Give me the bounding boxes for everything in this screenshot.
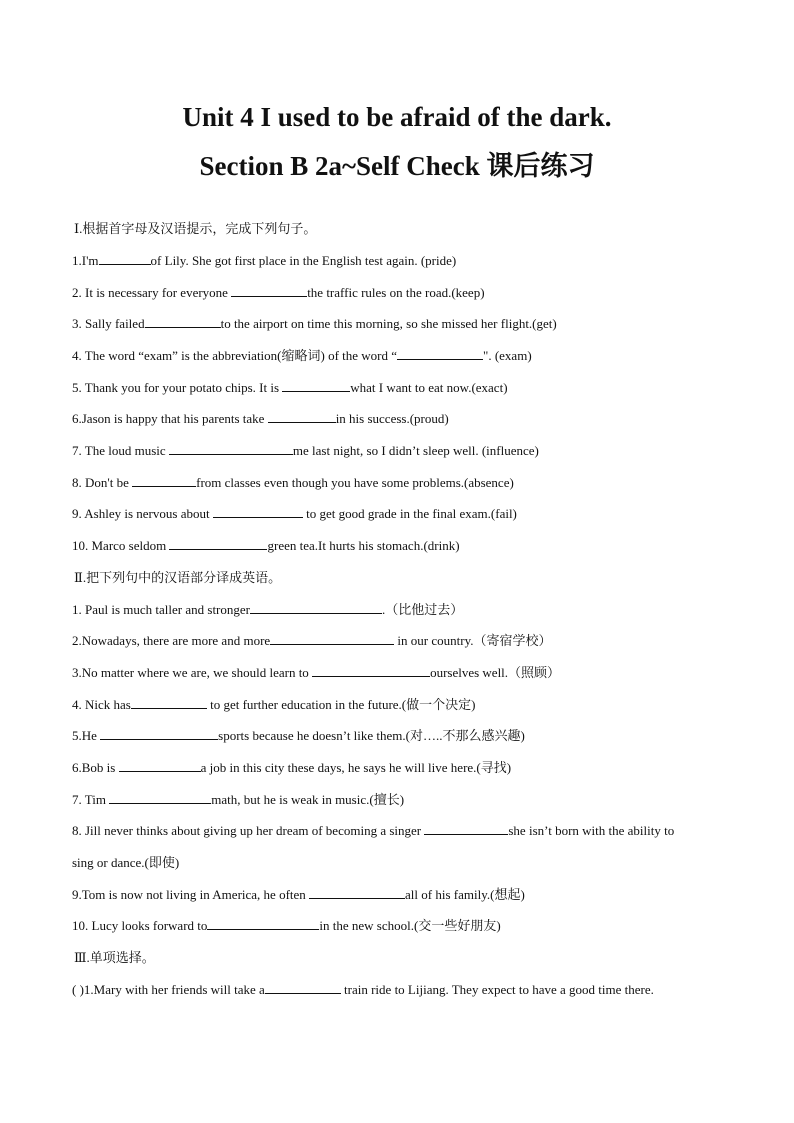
s1-item-6-post: in his success.(proud) bbox=[335, 411, 449, 426]
s2-item-6 bbox=[72, 760, 511, 776]
section2-heading: Ⅱ.把下列句中的汉语部分译成英语。 bbox=[74, 570, 282, 585]
s1-item-10-pre: 10. Marco seldom bbox=[72, 538, 170, 553]
answer-blank[interactable] bbox=[207, 918, 319, 930]
answer-blank[interactable] bbox=[231, 285, 307, 297]
answer-blank[interactable] bbox=[213, 506, 303, 518]
s1-item-9 bbox=[72, 506, 517, 522]
s1-item-8 bbox=[72, 475, 514, 491]
s1-item-1-pre: 1.I'm bbox=[72, 253, 99, 268]
s2-item-8-post: she isn’t born with the ability to bbox=[508, 823, 675, 838]
answer-blank[interactable] bbox=[100, 728, 218, 740]
s1-item-10-post: green tea.It hurts his stomach.(drink) bbox=[267, 538, 460, 553]
page-subtitle: Section B 2a~Self Check 课后练习 bbox=[199, 151, 595, 181]
s1-item-3-pre: 3. Sally failed bbox=[72, 316, 145, 331]
s1-item-6 bbox=[72, 411, 449, 427]
page-title: Unit 4 I used to be afraid of the dark. bbox=[182, 102, 612, 132]
answer-blank[interactable] bbox=[282, 380, 350, 392]
s2-item-5-post: sports because he doesn’t like them.(对…..不那么感兴趣) bbox=[218, 728, 525, 743]
s2-item-4-pre: 4. Nick has bbox=[72, 697, 131, 712]
s2-item-8-pre: 8. Jill never thinks about giving up her dream of becoming a singer bbox=[72, 823, 425, 838]
s1-item-9-pre: 9. Ashley is nervous about bbox=[72, 506, 213, 521]
s2-item-10-post: in the new school.(交一些好朋友) bbox=[319, 918, 501, 933]
answer-blank[interactable] bbox=[145, 316, 221, 328]
s2-item-1-post: .（比他过去） bbox=[382, 602, 464, 617]
s2-item-3-post: ourselves well.（照顾） bbox=[430, 665, 561, 680]
s1-item-2-post: the traffic rules on the road.(keep) bbox=[307, 285, 485, 300]
s1-item-3 bbox=[72, 316, 557, 332]
s2-item-8-continued bbox=[72, 855, 179, 871]
s2-item-7-post: math, but he is weak in music.(擅长) bbox=[211, 792, 405, 807]
s3-item-1-post: train ride to Lijiang. They expect to have a good time there. bbox=[340, 982, 654, 997]
s2-item-8-cont-text: sing or dance.(即使) bbox=[72, 855, 180, 870]
s1-item-7-post: me last night, so I didn’t sleep well. (influence) bbox=[292, 443, 539, 458]
s2-item-2 bbox=[72, 633, 551, 649]
s2-item-1-pre: 1. Paul is much taller and stronger bbox=[72, 602, 250, 617]
s2-item-4 bbox=[72, 697, 475, 713]
s1-item-6-pre: 6.Jason is happy that his parents take bbox=[72, 411, 268, 426]
answer-blank[interactable] bbox=[312, 665, 430, 677]
s2-item-9-pre: 9.Tom is now not living in America, he often bbox=[72, 887, 310, 902]
s2-item-7-pre: 7. Tim bbox=[72, 792, 110, 807]
s2-item-4-post: to get further education in the future.(做一个决定) bbox=[206, 697, 476, 712]
answer-blank[interactable] bbox=[268, 411, 336, 423]
s2-item-5-pre: 5.He bbox=[72, 728, 101, 743]
s2-item-10-pre: 10. Lucy looks forward to bbox=[72, 918, 208, 933]
s1-item-5-pre: 5. Thank you for your potato chips. It is bbox=[72, 380, 283, 395]
s3-item-1-pre: ( )1.Mary with her friends will take a bbox=[72, 982, 265, 997]
s1-item-2-pre: 2. It is necessary for everyone bbox=[72, 285, 232, 300]
answer-blank[interactable] bbox=[109, 792, 211, 804]
s2-item-6-post: a job in this city these days, he says he will live here.(寻找) bbox=[200, 760, 512, 775]
s2-item-6-pre: 6.Bob is bbox=[72, 760, 119, 775]
s1-item-10 bbox=[72, 538, 460, 554]
s1-item-8-post: from classes even though you have some problems.(absence) bbox=[196, 475, 514, 490]
s1-item-7-pre: 7. The loud music bbox=[72, 443, 169, 458]
s1-item-4-post: ". (exam) bbox=[483, 348, 532, 363]
answer-blank[interactable] bbox=[397, 348, 483, 360]
answer-blank[interactable] bbox=[250, 602, 382, 614]
s3-item-1 bbox=[72, 982, 654, 998]
answer-blank[interactable] bbox=[119, 760, 201, 772]
section3-heading: Ⅲ.单项选择。 bbox=[74, 950, 155, 965]
answer-blank[interactable] bbox=[132, 475, 196, 487]
s2-item-7 bbox=[72, 792, 404, 808]
s1-item-8-pre: 8. Don't be bbox=[72, 475, 133, 490]
answer-blank[interactable] bbox=[270, 633, 394, 645]
s1-item-1 bbox=[72, 253, 456, 269]
answer-blank[interactable] bbox=[424, 823, 508, 835]
s2-item-5 bbox=[72, 728, 525, 744]
answer-blank[interactable] bbox=[169, 538, 267, 550]
s2-item-9-post: all of his family.(想起) bbox=[405, 887, 525, 902]
s1-item-3-post: to the airport on time this morning, so she missed her flight.(get) bbox=[220, 316, 557, 331]
s1-item-7 bbox=[72, 443, 539, 459]
answer-blank[interactable] bbox=[265, 982, 341, 994]
answer-blank[interactable] bbox=[309, 887, 405, 899]
s2-item-10 bbox=[72, 918, 501, 934]
s1-item-4 bbox=[72, 348, 532, 364]
s2-item-2-pre: 2.Nowadays, there are more and more bbox=[72, 633, 271, 648]
s1-item-9-post: to get good grade in the final exam.(fail) bbox=[302, 506, 517, 521]
s1-item-5 bbox=[72, 380, 508, 396]
s1-item-1-post: of Lily. She got first place in the English test again. (pride) bbox=[150, 253, 457, 268]
s2-item-2-post: in our country.（寄宿学校） bbox=[394, 633, 552, 648]
s1-item-5-post: what I want to eat now.(exact) bbox=[350, 380, 508, 395]
section1-heading: Ⅰ.根据首字母及汉语提示，完成下列句子。 bbox=[74, 221, 317, 236]
answer-blank[interactable] bbox=[99, 253, 151, 265]
s1-item-2 bbox=[72, 285, 485, 301]
s2-item-1 bbox=[72, 602, 463, 618]
s2-item-3-pre: 3.No matter where we are, we should learn to bbox=[72, 665, 313, 680]
answer-blank[interactable] bbox=[131, 697, 207, 709]
s2-item-3 bbox=[72, 665, 560, 681]
s2-item-8 bbox=[72, 823, 674, 839]
s2-item-9 bbox=[72, 887, 525, 903]
s1-item-4-pre: 4. The word “exam” is the abbreviation(缩略词) of the word “ bbox=[72, 348, 398, 363]
answer-blank[interactable] bbox=[169, 443, 293, 455]
